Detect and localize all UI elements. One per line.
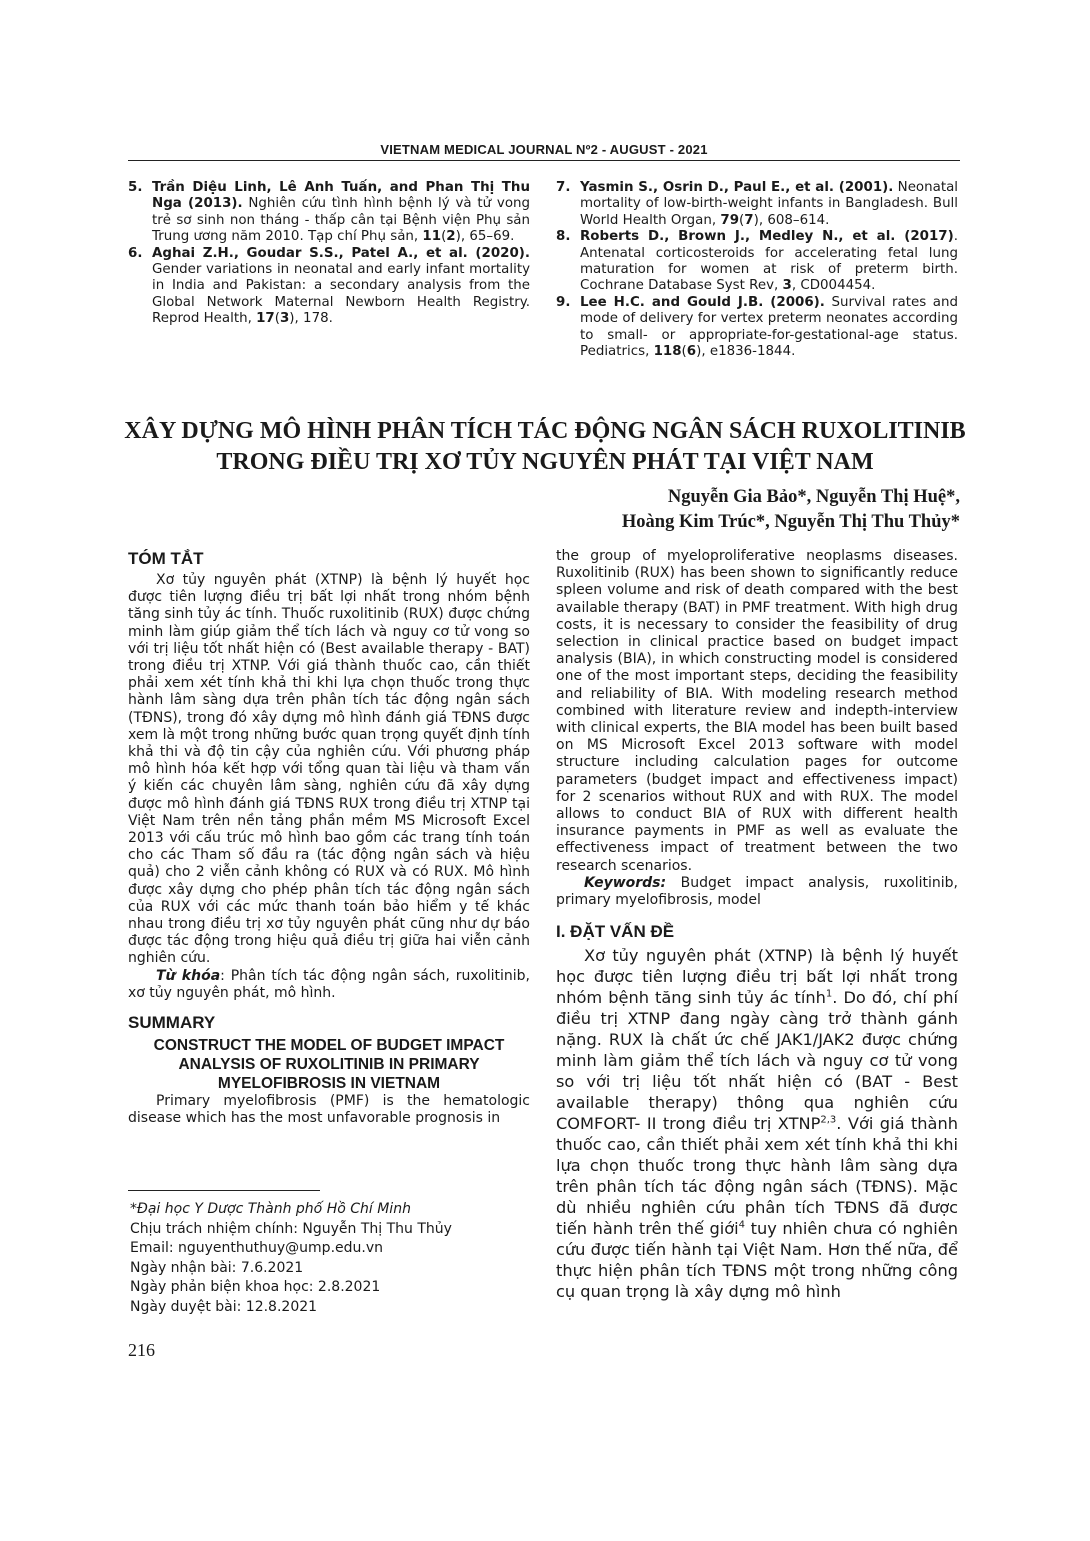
intro-text-part: . Với giá thành thuốc cao, cần thiết phải xem xét tính khả thi khi lựa chọn thuốc trong thực hành lâm sàng dựa trên phân tích tác động ngân sách (TĐNS). Mặc dù nhiều nghiên cứu phân tích TĐNS đã được tiến hành trên thế giới [556,1114,958,1239]
reference-number: 9. [556,294,571,310]
reference-issue: 2 [446,229,456,245]
reference-volume: 17 [256,311,275,327]
reference-authors: Trần Diệu Linh, Lê Anh Tuấn, and Phan Thị Thu Nga (2013). [152,180,530,212]
header-rule [128,160,960,161]
intro-text-part: Xơ tủy nguyên phát (XTNP) là bệnh lý huyết học được tiên lượng điều trị bất lợi nhất trong nhóm bệnh tăng sinh tủy ác tính [556,946,958,1008]
footnote-email: Email: nguyenthuthuy@ump.edu.vn [130,1240,383,1257]
author-line: Hoàng Kim Trúc*, Nguyễn Thị Thu Thủy* [621,512,960,532]
reference-authors: Lee H.C. and Gould J.B. (2006). [580,294,825,310]
summary-heading: SUMMARY [128,1013,216,1033]
references-left [128,180,530,328]
references-right [556,180,958,360]
author-line: Nguyễn Gia Bảo*, Nguyễn Thị Huệ*, [667,487,960,507]
footnotes [130,1200,530,1318]
right-column [556,548,958,1302]
introduction-heading: I. ĐẶT VẤN ĐỀ [556,922,675,942]
keywords-en [556,875,958,909]
footnote-rule [128,1190,320,1191]
reference-item [556,229,958,295]
reference-item: 7. Yasmin S., Osrin D., Paul E., et al. (2001). Neonatal mortality of low-birth-weight infants in Bangladesh. Bull World Health Organ, 79(7), 608–614. [556,180,958,228]
reference-text: . Antenatal corticosteroids for accelerating fetal lung maturation for women at risk of preterm birth. Cochrane Database Syst Rev, [580,229,958,294]
reference-pages: , 608–614. [758,212,830,228]
reference-authors: Yasmin S., Osrin D., Paul E., et al. (2001). [580,180,894,195]
introduction-text [556,945,958,1302]
reference-issue: 3 [279,311,290,327]
summary-text: Primary myelofibrosis (PMF) is the hematologic disease which has the most unfavorable prognosis in [128,1093,530,1127]
abstract-text: Xơ tủy nguyên phát (XTNP) là bệnh lý huyết học được tiên lượng điều trị bất lợi nhất trong nhóm bệnh tăng sinh tủy ác tính. Thuốc ruxolitinib (RUX) được chứng minh làm giúp giảm thể tích lách và nguy cơ tử vong so với trị liệu tốt nhất hiện có (Best available therapy - BAT) trong điều trị XTNP. Với giá thành thuốc cao, cần thiết phải xem xét tính khả thi khi lựa chọn thuốc trong thực hành lâm sàng dựa trên phân tích tác động ngân sách (TĐNS), trong đó xây dựng mô hình đánh giá TĐNS được xem là một trong những bước quan trọng quyết định tính khả thi và độ tin cậy của nghiên cứu. Với phương pháp mô hình hóa kết hợp với tổng quan tài liệu và tham vấn ý kiến các chuyên lâm sàng, nghiên cứu đã xây dựng được mô hình đánh giá TĐNS RUX trong điều trị XTNP tại Việt Nam trên nền tảng phần mềm MS Microsoft Excel 2013 với cấu trúc mô hình bao gồm các trang tính toán cho các Tham số đầu ra (tác động ngân sách và hiệu quả) cho 2 viễn cảnh không có RUX và có RUX. Mô hình được xây dựng cho phép phân tích tác động ngân sách của RUX với các mức thanh toán bảo hiểm y tế khác nhau trong điều trị xơ tủy nguyên phát cũng như dự báo được tác động trong hiệu quả điều trị giữa hai viễn cảnh nghiên cứu. [128,572,530,967]
reference-text: Neonatal mortality of low-birth-weight infants in Bangladesh. Bull World Health Organ, [580,180,958,228]
reference-volume: 79 [720,212,740,228]
page-number: 216 [128,1340,155,1360]
reference-authors: Aghai Z.H., Goudar S.S., Patel A., et al. (2020). [152,245,530,261]
footnote-reviewed: Ngày phản biện khoa học: 2.8.2021 [130,1279,381,1296]
footnote-affiliation: *Đại học Y Dược Thành phố Hồ Chí Minh [130,1201,411,1217]
reference-volume: 11 [422,229,442,245]
citation: 4 [738,1219,746,1231]
title-line: XÂY DỰNG MÔ HÌNH PHÂN TÍCH TÁC ĐỘNG NGÂN SÁCH RUXOLITINIB [124,418,966,444]
reference-item: 9. Lee H.C. and Gould J.B. (2006). Survival rates and mode of delivery for vertex preterm neonates according to small- or appropriate-for-gestational-age status. Pediatrics, 118(6), e1836-1844. [556,294,958,360]
title-line: TRONG ĐIỀU TRỊ XƠ TỦY NGUYÊN PHÁT TẠI VIỆT NAM [216,449,874,475]
footnote-responsible: Chịu trách nhiệm chính: Nguyễn Thị Thu Thủy [130,1220,452,1237]
reference-authors: Roberts D., Brown J., Medley N., et al. (2017) [580,229,954,245]
reference-number: 8. [556,229,571,245]
reference-text: Nghiên cứu tình hình bệnh lý và tử vong trẻ sơ sinh non tháng - thấp cân tại Bệnh viện Phụ sản Trung ương năm 2010. Tạp chí Phụ sản, [152,196,530,245]
intro-text-part: tuy nhiên chưa có nghiên cứu được tiến hành tại Việt Nam. Hơn thế nữa, để thực hiện phân tích TĐNS một trong những công cụ quan trọng là xây dựng mô hình [556,1219,958,1302]
summary-text-continued: the group of myeloproliferative neoplasms diseases. Ruxolitinib (RUX) has been shown to significantly reduce spleen volume and risk of death compared with the best available therapy (BAT) in PMF treatment. With high drug costs, it is necessary to consider the feasibility of drug selection in clinical practice based on budget impact analysis (BIA), in which constructing model is considered one of the most important steps, deciding the feasibility and reliability of BIA. With modeling research method combined with literature review and indepth-interview with clinical experts, the BIA model has been built based on MS Microsoft Excel 2013 software with model structure including calculation pages for outcome parameters (budget impact and effectiveness impact) for 2 scenarios without RUX and with RUX. The model allows to conduct BIA of RUX with different health insurance payments in PMF as well as evaluate the effectiveness impact of treatment between the two research scenarios. [556,548,958,874]
keywords-text: : Phân tích tác động ngân sách, ruxolitinib, xơ tủy nguyên phát, mô hình. [128,967,531,1001]
keywords-label: Từ khóa [156,967,221,984]
reference-text: Survival rates and mode of delivery for vertex preterm neonates according to small- or appropriate-for-gestational-age status. Pediatrics, [580,294,958,360]
reference-pages: , CD004454. [791,278,876,294]
reference-issue: 6 [686,344,697,360]
keywords-vi [128,968,530,1002]
reference-volume: 118 [653,344,682,360]
reference-text: Gender variations in neonatal and early infant mortality in India and Pakistan: a secondary analysis from the Global Network Maternal Newborn Health Registry. Reprod Health, [152,262,530,327]
citation: 1 [825,988,833,1000]
footnote-received: Ngày nhận bài: 7.6.2021 [130,1259,304,1276]
reference-number: 7. [556,180,571,195]
reference-pages: , e1836-1844. [701,344,796,360]
intro-text-part: . Do đó, chí phí điều trị XTNP đang ngày càng trở thành gánh nặng. RUX là chất ức chế JAK1/JAK2 được chứng minh làm giảm thể tích lách và nguy cơ tử vong so với trị liệu tốt nhất hiện có (BAT - Best available therapy) thông qua nghiên cứu COMFORT- II trong điều trị XTNP [556,988,958,1134]
abstract-heading: TÓM TẮT [128,549,204,568]
left-column [128,548,530,1127]
running-head: VIETNAM MEDICAL JOURNAL Nº2 - AUGUST - 2021 [380,142,708,157]
summary-title: CONSTRUCT THE MODEL OF BUDGET IMPACT ANALYSIS OF RUXOLITINIB IN PRIMARY MYELOFIBROSIS IN VIETNAM [153,1037,505,1093]
author-list [622,485,960,535]
reference-number: 5. [128,180,143,195]
reference-item: 5. Trần Diệu Linh, Lê Anh Tuấn, and Phan Thị Thu Nga (2013). Nghiên cứu tình hình bệnh lý và tử vong trẻ sơ sinh non tháng - thấp cân tại Bệnh viện Phụ sản Trung ương năm 2010. Tạp chí Phụ sản, 11(2), 65–69. [128,180,530,245]
reference-pages: , 178. [294,311,333,327]
article-title [100,416,990,478]
reference-number: 6. [128,245,143,261]
reference-item: 6. Aghai Z.H., Goudar S.S., Patel A., et al. (2020). Gender variations in neonatal and early infant mortality in India and Pakistan: a secondary analysis from the Global Network Maternal Newborn Health Registry. Reprod Health, 17(3), 178. [128,245,530,327]
reference-issue: 7 [744,212,754,228]
keywords-label: Keywords: [584,874,667,891]
reference-volume: 3 [782,278,792,294]
citation: 2,3 [820,1114,837,1126]
keywords-text: Budget impact analysis, ruxolitinib, primary myelofibrosis, model [556,874,958,909]
footnote-accepted: Ngày duyệt bài: 12.8.2021 [130,1298,318,1315]
reference-pages: , 65–69. [460,229,515,245]
